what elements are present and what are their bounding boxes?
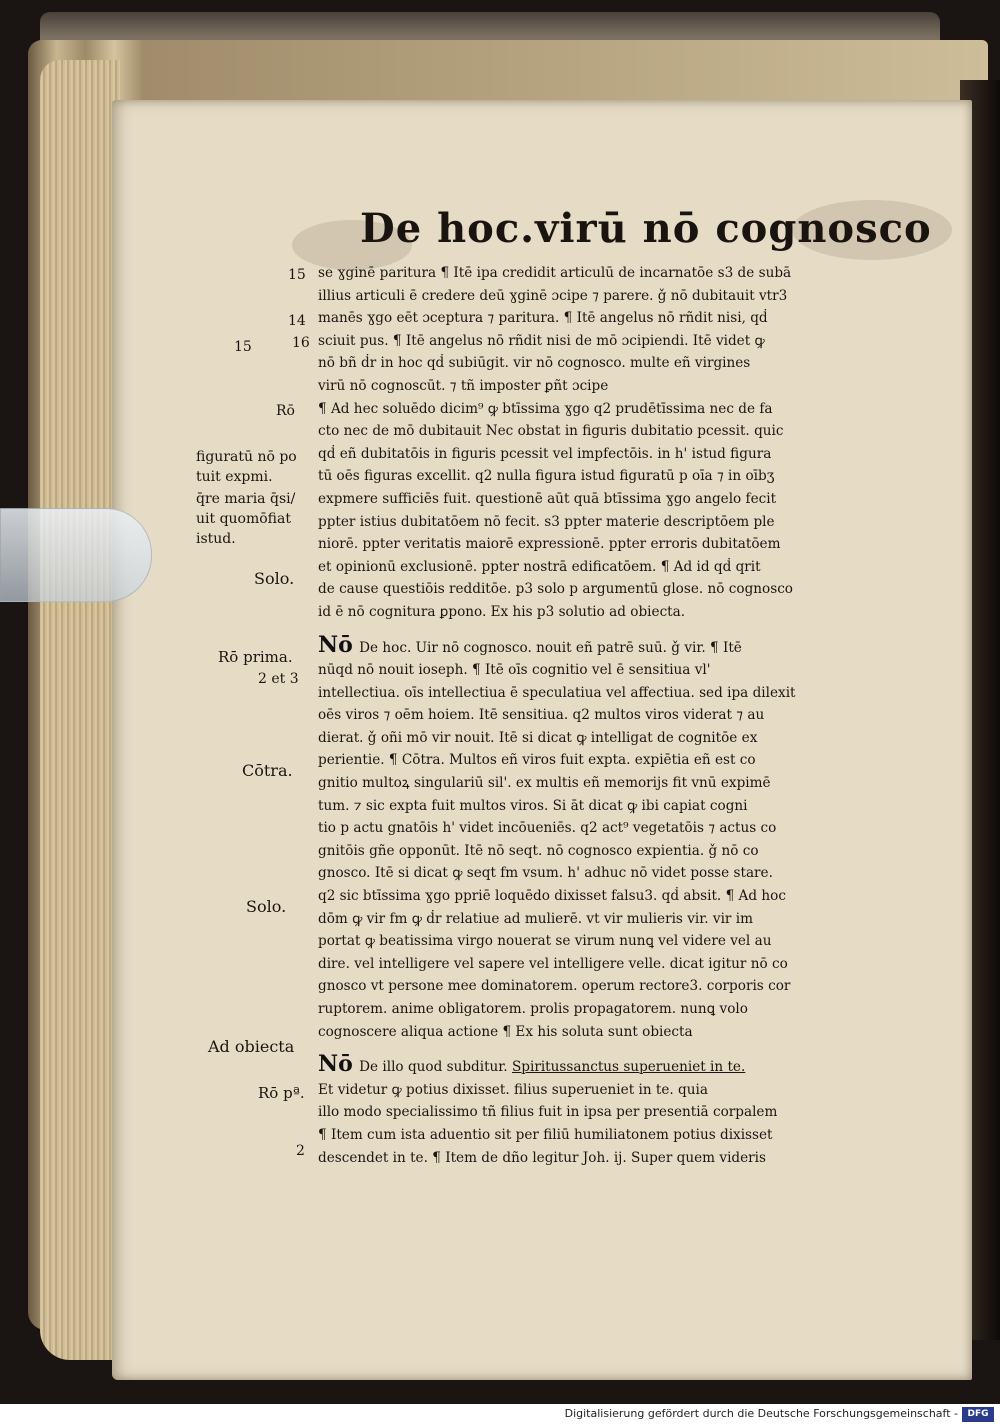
text-line: intellectiua. oīs intellectiua ē speculatiua vel affectiua. sed ipa dilexit xyxy=(318,684,796,701)
text-line: Nō De illo quod subditur. Spiritussanctus superueniet in te. xyxy=(318,1053,746,1078)
text-line: illius articuli ē credere deū ɣginē ɔcipe ⁊ parere. ǧ nō dubitauit vtr3 xyxy=(318,287,788,304)
margin-note-solo: Solo. xyxy=(246,897,287,916)
text-line: id ē nō cognitura ꝑpono. Ex his p3 solutio ad obiecta. xyxy=(318,603,686,620)
text-line: dierat. ǧ oñi mō vir nouit. Itē si dicat ꝙ intelligat de cognitōe ex xyxy=(318,729,758,746)
text-line: tum. ⁊ sic expta fuit multos viros. Si āt dicat ꝙ ibi capiat cogni xyxy=(318,797,748,814)
margin-note: figuratū nō po xyxy=(196,449,297,465)
page-fore-edge xyxy=(40,60,120,1360)
text-line: se ɣginē paritura ¶ Itē ipa credidit articulū de incarnatōe s3 de subā xyxy=(318,265,792,281)
text-line: de cause questiōis redditōe. p3 solo p argumentū glose. nō cognosco xyxy=(318,581,793,598)
text-line: dōm ꝙ vir fm ꝙ ḋr relatiue ad mulierē. vt vir mulieris vir. vir im xyxy=(318,910,753,927)
text-line: ¶ Item cum ista aduentio sit per filiū humiliatonem potius dixisset xyxy=(318,1126,773,1143)
margin-note: istud. xyxy=(196,531,236,547)
margin-number: 2 xyxy=(296,1143,305,1159)
text-line: Nō De hoc. Uir nō cognosco. nouit eñ patrē suū. ǧ vir. ¶ Itē xyxy=(318,633,742,658)
margin-note-solo: Solo. xyxy=(254,569,295,588)
text-line: q2 sic btīssima ɣgo ppriē loquēdo dixisset falsu3. qḋ absit. ¶ Ad hoc xyxy=(318,888,786,905)
text-line: Et videtur ꝙ potius dixisset. filius superueniet in te. quia xyxy=(318,1081,708,1098)
text-line: niorē. ppter veritatis maiorē expressionē. ppter erroris dubitatōem xyxy=(318,536,781,553)
glass-page-weight xyxy=(0,508,152,602)
text-line: virū nō cognoscūt. ⁊ tñ imposter ꝑñt ɔcipe xyxy=(318,377,609,394)
text-line: gnitōis gñe opponūt. Itē nō seqt. nō cognosco expientia. ǧ nō co xyxy=(318,842,759,859)
margin-note-cotra: Cōtra. xyxy=(242,761,293,780)
text-line: illo modo specialissimo tñ filius fuit in ipsa per presentiā corpalem xyxy=(318,1104,778,1121)
text-line: gnosco. Itē si dicat ꝙ seqt fm vsum. h' adhuc nō videt posse stare. xyxy=(318,865,773,882)
margin-number: 15 xyxy=(288,267,306,283)
text-line: oēs viros ⁊ oēm hoiem. Itē sensitiua. q2 multos viros viderat ⁊ au xyxy=(318,707,765,724)
margin-note: q̄re maria q̄si/ xyxy=(196,491,296,507)
text-line: qḋ eñ dubitatōis in figuris pcessit vel impfectōis. in h' istud figura xyxy=(318,445,772,462)
margin-number: 14 xyxy=(288,313,306,329)
underlined-quote: Spiritussanctus superueniet in te. xyxy=(511,1059,746,1076)
text-line: portat ꝙ beatissima virgo nouerat se virum nunꝗ vel videre vel au xyxy=(318,933,772,950)
text-line: nūqd nō nouit ioseph. ¶ Itē oīs cognitio vel ē sensitiua vl' xyxy=(318,662,711,679)
margin-note-ro-prima: Rō prima. xyxy=(218,648,293,666)
text-line: nō bñ ḋr in hoc qḋ subiūgit. vir nō cognosco. multe eñ virgines xyxy=(318,355,751,372)
text-line: cto nec de mō dubitauit Nec obstat in figuris dubitatio pcessit. quic xyxy=(318,423,784,440)
footer-bar xyxy=(0,1404,1000,1426)
text-line: ruptorem. anime obligatorem. prolis propagatorem. nunꝗ volo xyxy=(318,1001,748,1017)
main-text xyxy=(318,262,878,1169)
text-line: sciuit pus. ¶ Itē angelus nō rñdit nisi de mō ɔcipiendi. Itē videt ꝙ xyxy=(318,332,765,349)
text-line: tū oēs figuras excellit. q2 nulla figura istud figuratū p oīa ⁊ in oībʒ xyxy=(318,468,775,485)
footer-credit: Digitalisierung gefördert durch die Deutsche Forschungsgemeinschaft - xyxy=(564,1407,958,1420)
text-line: ppter istius dubitatōem nō fecit. s3 ppter materie descriptōem ple xyxy=(318,513,775,530)
margin-number: 16 xyxy=(292,335,310,351)
text-line: manēs ɣgo eēt ɔceptura ⁊ paritura. ¶ Itē angelus nō rñdit nisi, qḋ xyxy=(318,310,768,327)
drop-cap: Nō xyxy=(318,1053,353,1078)
drop-cap: Nō xyxy=(318,633,353,658)
text-line: tio p actu gnatōis h' videt incōueniēs. q2 act⁹ vegetatōis ⁊ actus co xyxy=(318,820,777,837)
margin-number: 15 xyxy=(234,339,252,355)
text-line: dire. vel intelligere vel sapere vel intelligere velle. dicat igitur nō co xyxy=(318,955,788,972)
page-heading: De hoc.virū nō cognosco xyxy=(360,205,932,252)
margin-note: 2 et 3 xyxy=(258,671,299,687)
margin-note-ro: Rō xyxy=(276,403,295,419)
text-line: gnitio multoꝝ singulariū sil'. ex multis eñ memorijs fit vnū expimē xyxy=(318,775,771,792)
text-line: et opinionū exclusionē. ppter nostrā edificatōem. ¶ Ad id qḋ qrit xyxy=(318,558,761,575)
text-line: gnosco vt persone mee dominatorem. operum rectore3. corporis cor xyxy=(318,978,791,995)
text-line: perientie. ¶ Cōtra. Multos eñ viros fuit expta. expiētia eñ est co xyxy=(318,752,756,769)
dfg-logo: DFG xyxy=(962,1407,994,1422)
text-line: descendet in te. ¶ Item de dño legitur Joh. ij. Super quem videris xyxy=(318,1149,766,1166)
margin-note: tuit expmi. xyxy=(196,469,273,485)
text-line: cognoscere aliqua actione ¶ Ex his soluta sunt obiecta xyxy=(318,1023,693,1040)
margin-note-ad-obiecta: Ad obiecta xyxy=(208,1037,295,1056)
margin-note: uit quomōfiat xyxy=(196,511,291,527)
text-line: ¶ Ad hec soluēdo dicim⁹ ꝙ btīssima ɣgo q2 prudētīssima nec de fa xyxy=(318,400,773,417)
text-line: expmere sufficiēs fuit. questionē aūt quā btīssima ɣgo angelo fecit xyxy=(318,490,777,507)
margin-note-ro-pa: Rō pª. xyxy=(258,1084,305,1102)
